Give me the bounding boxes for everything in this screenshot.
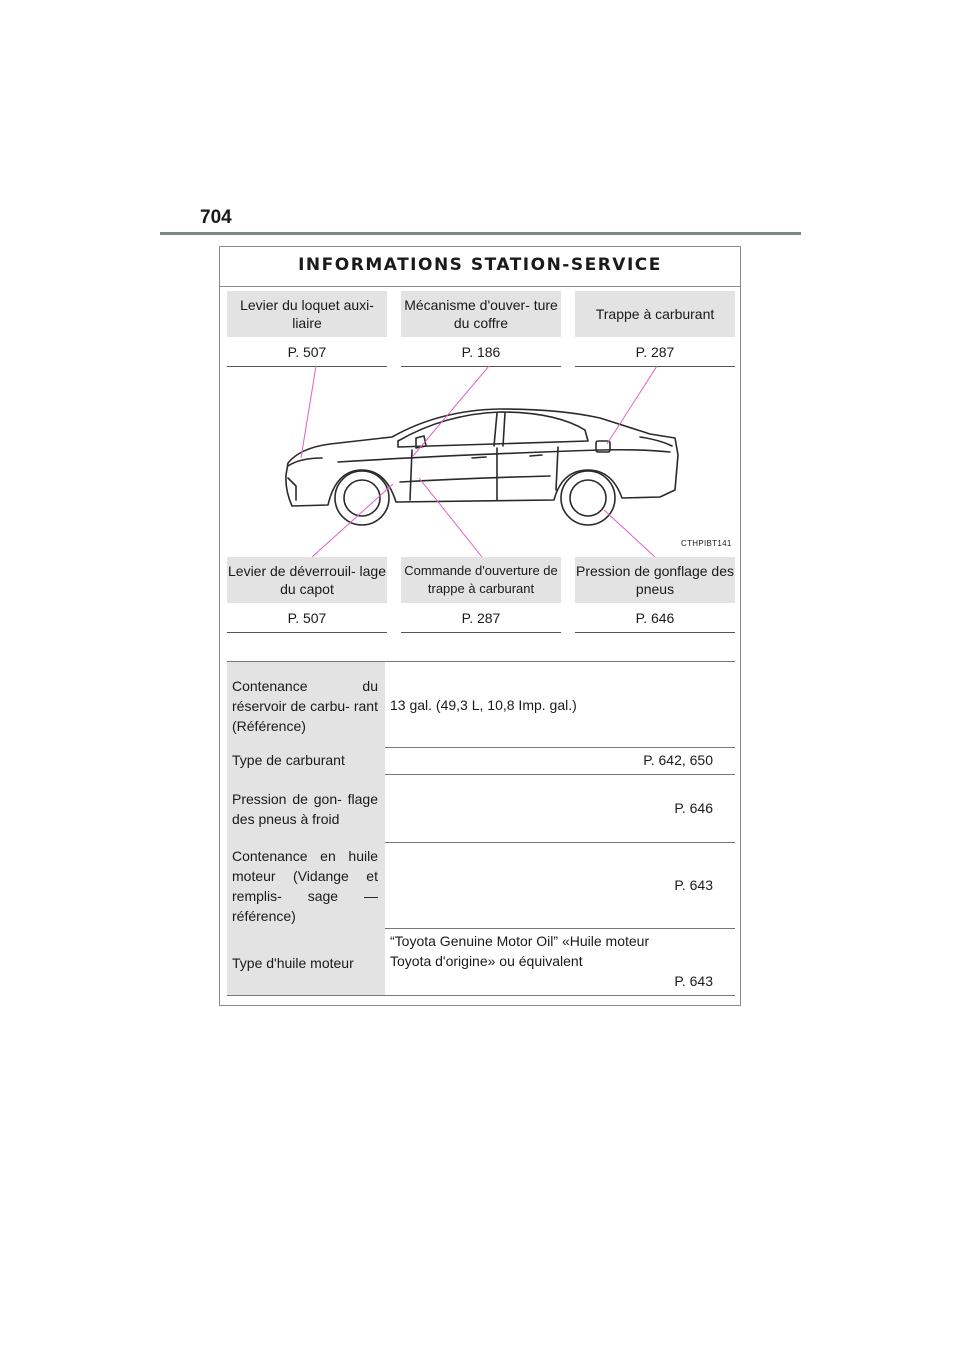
ref-tire-pressure: P. 646 <box>635 610 675 626</box>
label-tire-pressure: Pression de gonflage des pneus <box>575 557 735 603</box>
spec-value: 13 gal. (49,3 L, 10,8 Imp. gal.) <box>390 697 577 713</box>
leader-line <box>607 366 657 444</box>
rear-wheel <box>561 471 615 525</box>
spec-value: P. 642, 650 <box>643 752 713 768</box>
label-fuel-door: Trappe à carburant <box>575 291 735 337</box>
spec-label: Type de carburant <box>227 746 385 774</box>
leader-line <box>301 366 316 458</box>
spec-label: Pression de gon- flage des pneus à froid <box>227 774 385 842</box>
spec-row-fuel-type <box>227 746 735 775</box>
ref-trunk-mechanism: P. 186 <box>461 344 501 360</box>
page-number: 704 <box>200 207 232 228</box>
label-trunk-mechanism: Mécanisme d'ouver- ture du coffre <box>401 291 561 337</box>
ref-fuel-door-opener: P. 287 <box>461 610 501 626</box>
front-wheel <box>335 471 389 525</box>
spec-value: P. 643 <box>674 877 713 893</box>
leader-line <box>312 484 393 557</box>
spec-row-oil-type <box>227 928 735 996</box>
spec-row-fuel-capacity <box>227 661 735 748</box>
leader-line <box>604 510 655 557</box>
ref-rule <box>227 632 387 633</box>
spec-page-ref: P. 643 <box>674 973 713 989</box>
spec-row-tire-pressure <box>227 774 735 843</box>
ref-hood-release: P. 507 <box>287 610 327 626</box>
spec-label: Contenance en huile moteur (Vidange et remplis- sage — référence) <box>227 842 385 928</box>
spec-value: “Toyota Genuine Motor Oil” «Huile moteur Toyota d'origine» ou équivalent <box>390 933 650 969</box>
label-hood-release: Levier de déverrouil- lage du capot <box>227 557 387 603</box>
spec-row-oil-capacity <box>227 842 735 929</box>
car-window-line <box>398 412 588 447</box>
leader-line <box>419 478 482 557</box>
ref-rule <box>575 632 735 633</box>
ref-fuel-door: P. 287 <box>635 344 675 360</box>
spec-label: Type d'huile moteur <box>227 928 385 995</box>
label-auxiliary-latch: Levier du loquet auxi- liaire <box>227 291 387 337</box>
illustration-code: CTHPIBT141 <box>681 539 732 548</box>
ref-rule <box>401 632 561 633</box>
section-title: INFORMATIONS STATION-SERVICE <box>220 247 740 287</box>
label-fuel-door-opener: Commande d'ouverture de trappe à carburant <box>401 557 561 603</box>
spec-value: P. 646 <box>674 800 713 816</box>
ref-auxiliary-latch: P. 507 <box>287 344 327 360</box>
spec-label: Contenance du réservoir de carbu- rant (Référence) <box>227 662 385 747</box>
